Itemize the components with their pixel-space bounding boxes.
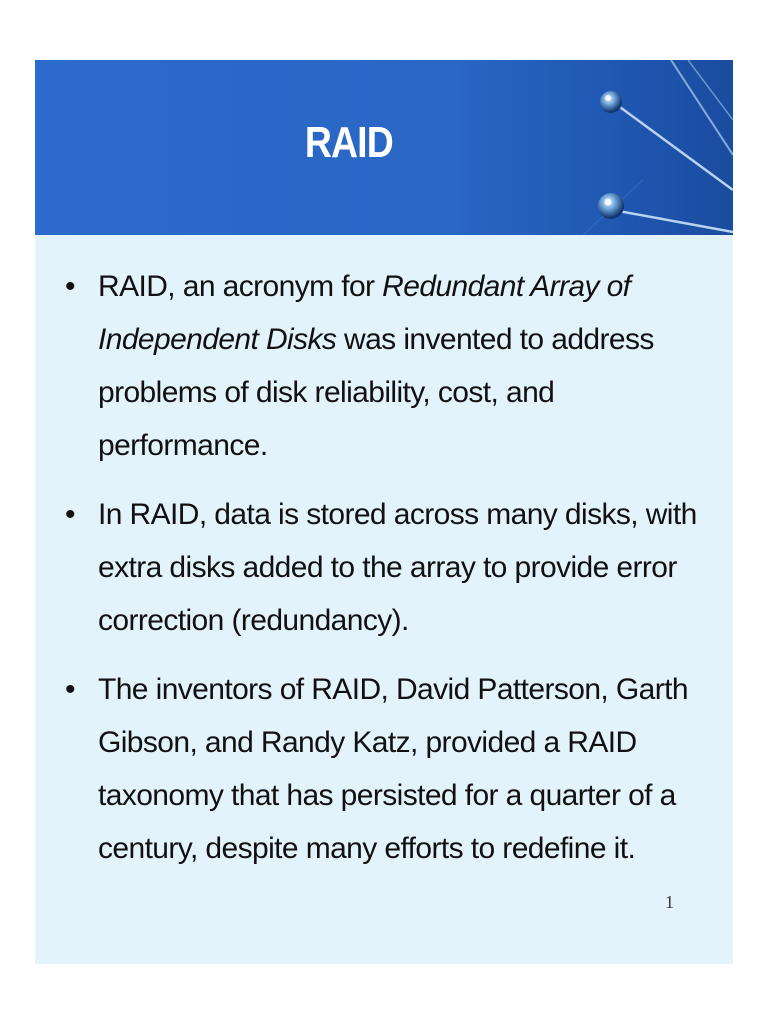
page-number: 1 [665, 892, 674, 912]
slide [35, 60, 733, 964]
bullet-item [65, 488, 715, 647]
bullet-text-continued: was invented to address problems of disk reliability, cost, and performance. [98, 323, 654, 462]
bullet-item [65, 663, 715, 875]
bullet-text: The inventors of RAID, David Patterson, Garth Gibson, and Randy Katz, provided a RAID taxonomy that has persisted for a quarter of a century, despite many efforts to redefine it. [98, 673, 688, 865]
bullet-item [65, 260, 715, 472]
bullet-text: In RAID, data is stored across many disks, with extra disks added to the array to provide error correction (redundancy). [98, 498, 697, 637]
bullet-icon: • [65, 673, 75, 706]
slide-title: RAID [304, 118, 393, 167]
bullet-list [65, 260, 715, 891]
bullet-icon: • [65, 498, 75, 531]
bullet-emphasis: Redundant Array of Independent Disks [98, 270, 631, 356]
bullet-text: RAID, an acronym for [98, 270, 383, 303]
bullet-icon: • [65, 270, 75, 303]
slide-header [35, 60, 733, 235]
